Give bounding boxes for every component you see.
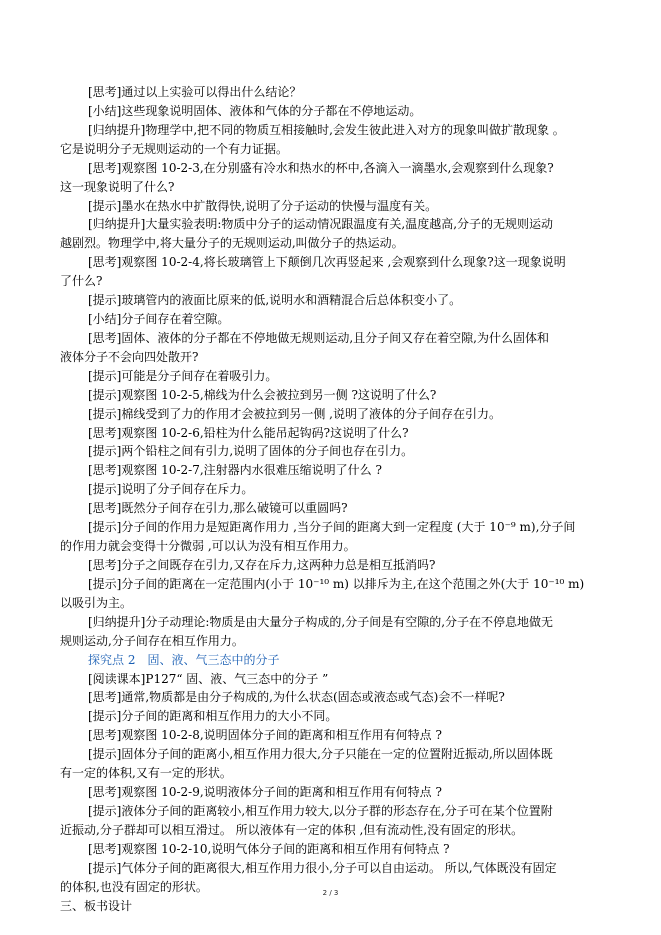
text-line: [思考]通常,物质都是由分子构成的,为什么状态(固态或液态或气态)会不一样呢?	[88, 690, 505, 705]
text-line: 了什么?	[60, 274, 103, 289]
text-line: 它是说明分子无规则运动的一个有力证据。	[60, 141, 289, 156]
text-line: [思考]观察图 10-2-8,说明固体分子间的距离和相互作用有何特点 ?	[88, 728, 442, 743]
text-line: [思考]既然分子间存在引力,那么破镜可以重圆吗?	[88, 501, 348, 516]
text-line: 越剧烈。物理学中,将大量分子的无规则运动,叫做分子的热运动。	[60, 236, 404, 251]
text-line: [思考]通过以上实验可以得出什么结论？	[88, 85, 302, 99]
text-line: 近振动,分子群却可以相互滑过。 所以液体有一定的体积 ,但有流动性,没有固定的形状。	[60, 822, 524, 837]
text-line: [归纳提升]大量实验表明:物质中分子的运动情况跟温度有关,温度越高,分子的无规则运动	[88, 217, 554, 232]
text-line: [归纳提升]分子动理论:物质是由大量分子构成的,分子间是有空隙的,分子在不停息地做无	[88, 614, 554, 629]
text-line: [小结]这些现象说明固体、液体和气体的分子都在不停地运动。	[88, 103, 422, 118]
text-line: [提示]观察图 10-2-5,棉线为什么会被拉到另一侧 ?这说明了什么?	[88, 387, 437, 402]
text-line: [提示]气体分子间的距离很大,相互作用力很小,分子可以自由运动。 所以,气体既没有固定	[88, 860, 557, 875]
text-line: [归纳提升]物理学中,把不同的物质互相接触时,会发生彼此进入对方的现象叫做扩散现象 。	[88, 122, 565, 137]
text-line: [提示]棉线受到了力的作用才会被拉到另一侧 ,说明了液体的分子间存在引力。	[88, 406, 501, 421]
text-line: [提示]液体分子间的距离较小,相互作用力较大,以分子群的形态存在,分子可在某个位置附	[88, 803, 553, 818]
text-line: [思考]观察图 10-2-9,说明液体分子间的距离和相互作用有何特点 ?	[88, 785, 442, 800]
text-line: 三、板书设计	[60, 898, 133, 913]
text-line: 有一定的体积,又有一定的形状。	[60, 766, 232, 781]
text-line: [思考]分子之间既存在引力,又存在斥力,这两种力总是相互抵消吗?	[88, 558, 436, 572]
text-line: [思考]观察图 10-2-10,说明气体分子间的距离和相互作用有何特点 ?	[88, 841, 450, 856]
text-line: [提示]墨水在热水中扩散得快,说明了分子运动的快慢与温度有关。	[88, 198, 438, 213]
text-line: [提示]说明了分子间存在斥力。	[88, 482, 254, 497]
page-number: 2 / 3	[322, 889, 339, 897]
text-line: [思考]观察图 10-2-6,铅柱为什么能吊起钩码?这说明了什么?	[88, 425, 409, 440]
text-line: [提示]分子间的距离在一定范围内(小于 10⁻¹⁰ m) 以排斥为主,在这个范围之外(大于 10⁻¹⁰ m)	[88, 576, 585, 591]
text-line: [思考]固体、液体的分子都在不停地做无规则运动,且分子间又存在着空隙,为什么固体和	[88, 330, 549, 345]
text-line: 的作用力就会变得十分微弱 ,可以认为没有相互作用力。	[60, 539, 356, 554]
text-line: 规则运动,分子间存在相互作用力。	[60, 633, 244, 648]
text-line: [提示]分子间的作用力是短距离作用力 ,当分子间的距离大到一定程度 (大于 10⁻⁹ m),分子间	[88, 520, 576, 535]
text-line: [思考]观察图 10-2-3,在分别盛有冷水和热水的杯中,各滴入一滴墨水,会观察到什么现象?	[88, 160, 554, 175]
text-line: [思考]观察图 10-2-4,将长玻璃管上下颠倒几次再竖起来 ,会观察到什么现象?这一现象说明	[88, 255, 566, 270]
text-line: 以吸引为主。	[60, 595, 133, 610]
text-line: 的体积,也没有固定的形状。	[60, 879, 208, 894]
section-heading: 探究点 2 固、液、气三态中的分子	[88, 652, 280, 667]
text-line: [提示]玻璃管内的液面比原来的低,说明水和酒精混合后总体积变小了。	[88, 293, 462, 308]
text-line: [小结]分子间存在着空隙。	[88, 312, 230, 327]
text-line: [提示]固体分子间的距离小,相互作用力很大,分子只能在一定的位置附近振动,所以固体既	[88, 747, 553, 762]
text-line: [提示]分子间的距离和相互作用力的大小不同。	[88, 709, 338, 724]
text-line: [提示]两个铅柱之间有引力,说明了固体的分子间也存在引力。	[88, 444, 414, 459]
text-line: [思考]观察图 10-2-7,注射器内水很难压缩说明了什么 ?	[88, 463, 382, 478]
text-line: 这一现象说明了什么?	[60, 179, 175, 194]
text-line: [提示]可能是分子间存在着吸引力。	[88, 368, 278, 383]
text-line: 液体分子不会向四处散开?	[60, 349, 199, 364]
text-line: [阅读课本]P127“ 固、液、气三态中的分子 ”	[88, 671, 329, 686]
